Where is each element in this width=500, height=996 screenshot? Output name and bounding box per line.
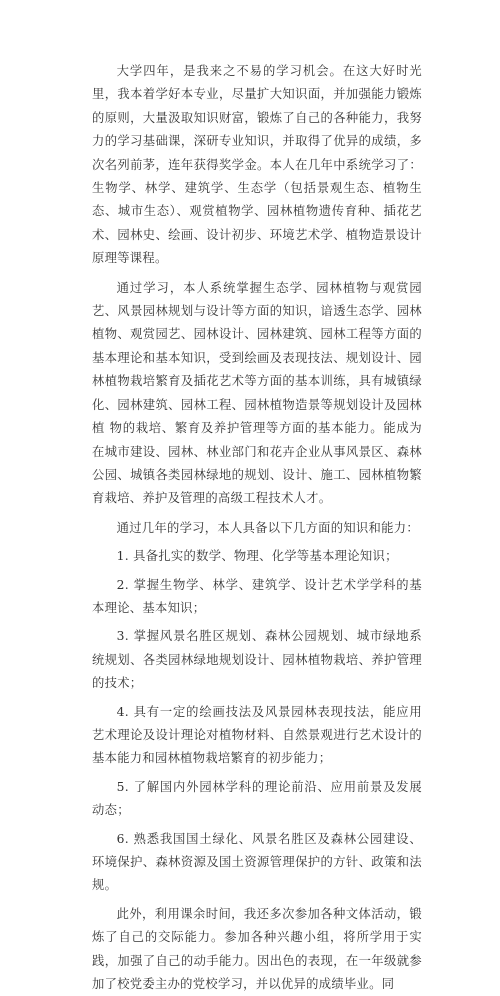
document-body	[92, 60, 422, 996]
paragraph-intro: 大学四年，是我来之不易的学习机会。在这大好时光里，我本着学好本专业，尽量扩大知识面，并加强能力锻炼的原则，大量汲取知识财富，锻炼了自己的各种能力，我努力的学习基础课，深研专业知识，并取得了优异的成绩，多次名列前茅，连年获得奖学金。本人在几年中系统学习了：生物学、林学、建筑学、生态学（包括景观生态、植物生态、城市生态）、观赏植物学、园林植物遗传育种、插花艺术、园林史、绘画、设计初步、环境艺术学、植物造景设计原理等课程。	[92, 64, 422, 266]
ability-item-5: 5. 了解国内外园林学科的理论前沿、应用前景及发展动态；	[92, 779, 422, 818]
ability-item-2: 2. 掌握生物学、林学、建筑学、设计艺术学学科的基本理论、基本知识；	[92, 577, 422, 615]
ability-item-1: 1. 具备扎实的数学、物理、化学等基本理论知识；	[116, 549, 398, 564]
paragraph-closing: 此外，利用课余时间，我还多次参加各种文体活动，锻炼了自己的交际能力。参加各种兴趣小组，将所学用于实践，加强了自己的动手能力。因出色的表现，在一年级就参加了校党委主办的党校学习，并以优异的成绩毕业。同	[92, 906, 422, 992]
ability-item-6: 6. 熟悉我国国土绿化、风景名胜区及森林公园建设、环境保护、森林资源及国土资源管理保护的方针、政策和法规。	[92, 831, 422, 893]
paragraph-skills: 通过学习，本人系统掌握生态学、园林植物与观赏园艺、风景园林规划与设计等方面的知识，谙透生态学、园林植物、观赏园艺、园林设计、园林建筑、园林工程等方面的基本理论和基本知识，受到绘画及表现技法、规划设计、园林植物栽培繁育及插花艺术等方面的基本训练，具有城镇绿化、园林建筑、园林工程、园林植物造景等规划设计及园林植 物的栽培、繁育及养护管理等方面的基本能力。能成为在城市建设、园林、林业部门和花卉企业从事风景区、森林公园、城镇各类园林绿地的规划、设计、施工、园林植物繁育栽培、养护及管理的高级工程技术人才。	[92, 280, 422, 506]
paragraph-abilities-lead: 通过几年的学习，本人具备以下几方面的知识和能力：	[116, 520, 419, 535]
ability-item-4: 4. 具有一定的绘画技法及风景园林表现技法，能应用艺术理论及设计理论对植物材料、自然景观进行艺术设计的基本能力和园林植物栽培繁育的初步能力；	[92, 704, 422, 766]
ability-item-3: 3. 掌握风景名胜区规划、森林公园规划、城市绿地系统规划、各类园林绿地规划设计、园林植物栽培、养护管理的技术；	[92, 629, 422, 691]
